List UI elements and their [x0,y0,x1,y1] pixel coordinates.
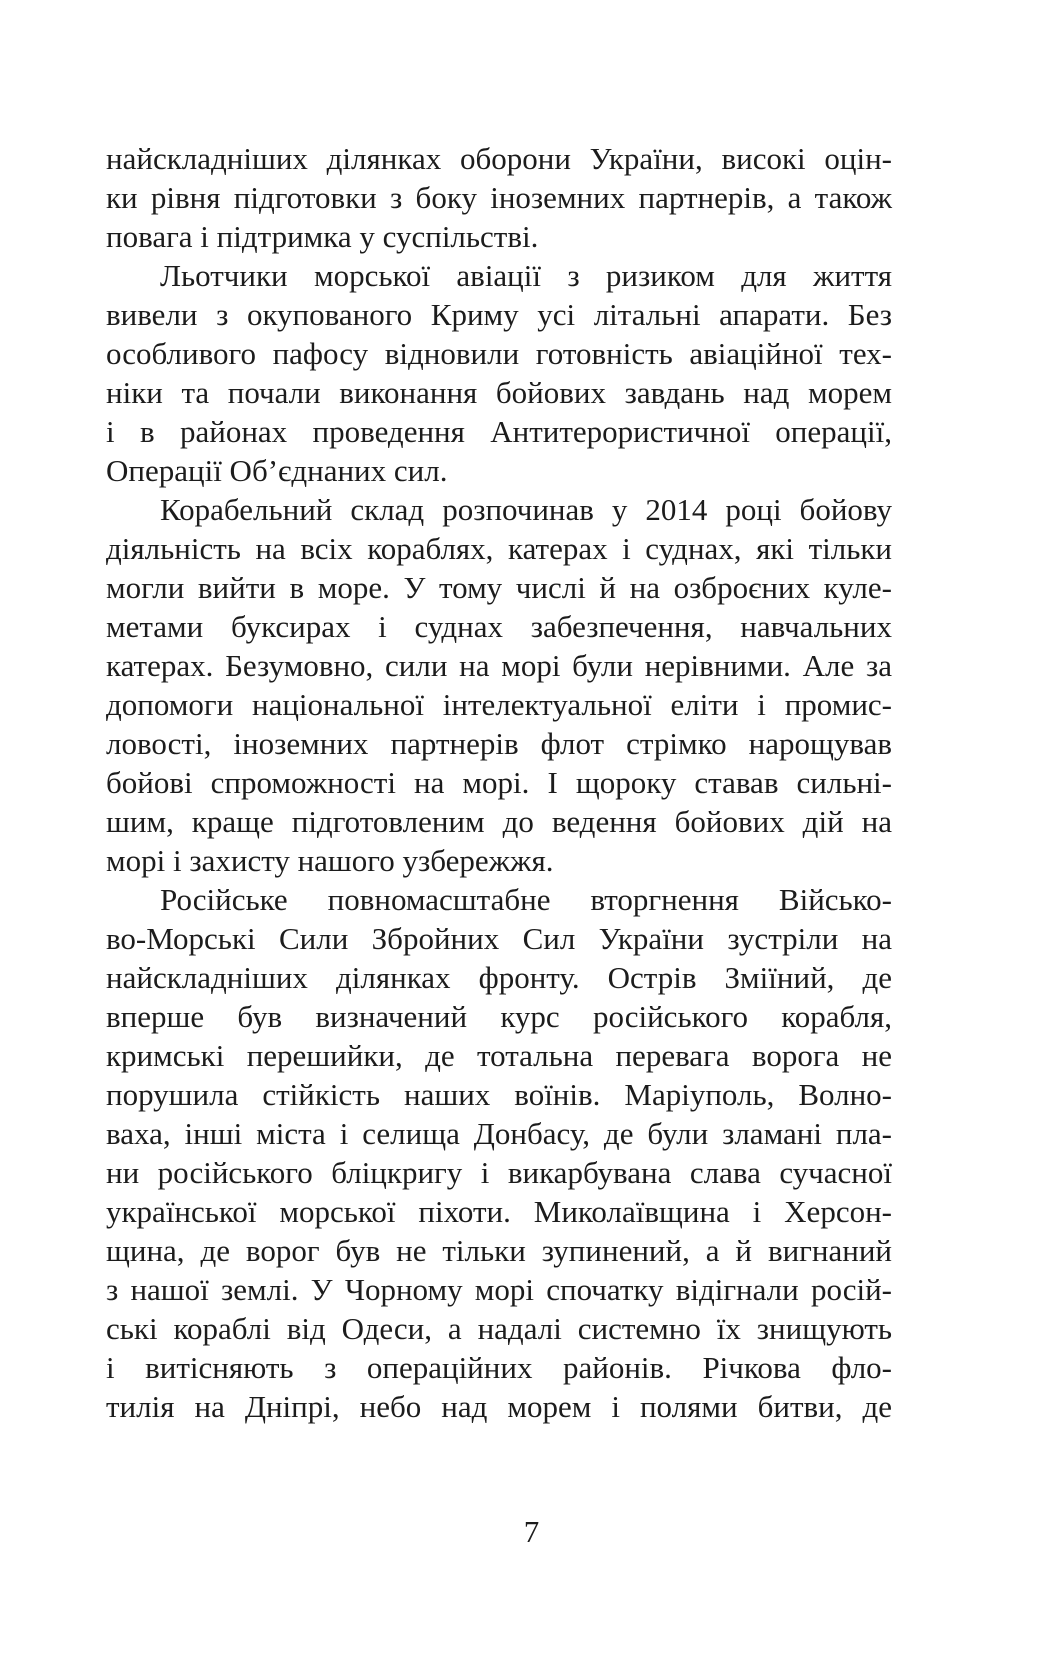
page-number: 7 [523,1514,540,1549]
text-line: ські кораблі від Одеси, а надалі системно їх знищують [106,1311,892,1346]
text-line: во-Морські Сили Збройних Сил України зустріли на [106,921,892,956]
text-line: української морської піхоти. Миколаївщина і Херсон- [106,1194,892,1229]
text-line: катерах. Безумовно, сили на морі були нерівними. Але за [106,648,892,683]
text-line: і в районах проведення Антитерористичної операції, [106,414,892,449]
text-line: кримські перешийки, де тотальна перевага ворога не [106,1038,892,1073]
text-line: діяльність на всіх кораблях, катерах і суднах, які тільки [106,531,892,566]
text-line: особливого пафосу відновили готовність авіаційної тех- [106,336,892,371]
text-line: і витісняють з операційних районів. Річкова фло- [106,1350,892,1385]
text-line: бойові спроможності на морі. І щороку ставав сильні- [106,765,892,800]
text-line: найскладніших ділянках оборони України, високі оцін- [106,141,892,176]
text-line: вперше був визначений курс російського корабля, [106,999,892,1034]
text-line: Корабельний склад розпочинав у 2014 році бойову [160,492,892,527]
text-line: шим, краще підготовленим до ведення бойових дій на [106,804,892,839]
text-line: щина, де ворог був не тільки зупинений, а й вигнаний [106,1233,892,1268]
text-line: морі і захисту нашого узбережжя. [106,843,554,878]
body-text [106,139,892,1426]
text-line: з нашої землі. У Чорному морі спочатку відігнали росій- [106,1272,892,1307]
text-line: метами буксирах і суднах забезпечення, навчальних [106,609,892,644]
text-line: вивели з окупованого Криму усі літальні апарати. Без [106,297,892,332]
text-line: ни російського бліцкригу і викарбувана слава сучасної [106,1155,892,1190]
text-line: повага і підтримка у суспільстві. [106,219,539,254]
text-line: порушила стійкість наших воїнів. Маріуполь, Волно- [106,1077,892,1112]
text-line: Льотчики морської авіації з ризиком для життя [160,258,892,293]
text-line: Російське повномасштабне вторгнення Військо- [160,882,892,917]
text-line: тилія на Дніпрі, небо над морем і полями битви, де [106,1389,892,1424]
text-line: найскладніших ділянках фронту. Острів Зміїний, де [106,960,892,995]
text-line: ніки та почали виконання бойових завдань над морем [106,375,892,410]
text-line: Операції Об’єднаних сил. [106,453,448,488]
text-line: ки рівня підготовки з боку іноземних партнерів, а також [106,180,892,215]
text-line: могли вийти в море. У тому числі й на озброєних куле- [106,570,892,605]
text-line: допомоги національної інтелектуальної еліти і промис- [106,687,892,722]
text-line: ваха, інші міста і селища Донбасу, де були зламані пла- [106,1116,892,1151]
text-line: ловості, іноземних партнерів флот стрімко нарощував [106,726,892,761]
